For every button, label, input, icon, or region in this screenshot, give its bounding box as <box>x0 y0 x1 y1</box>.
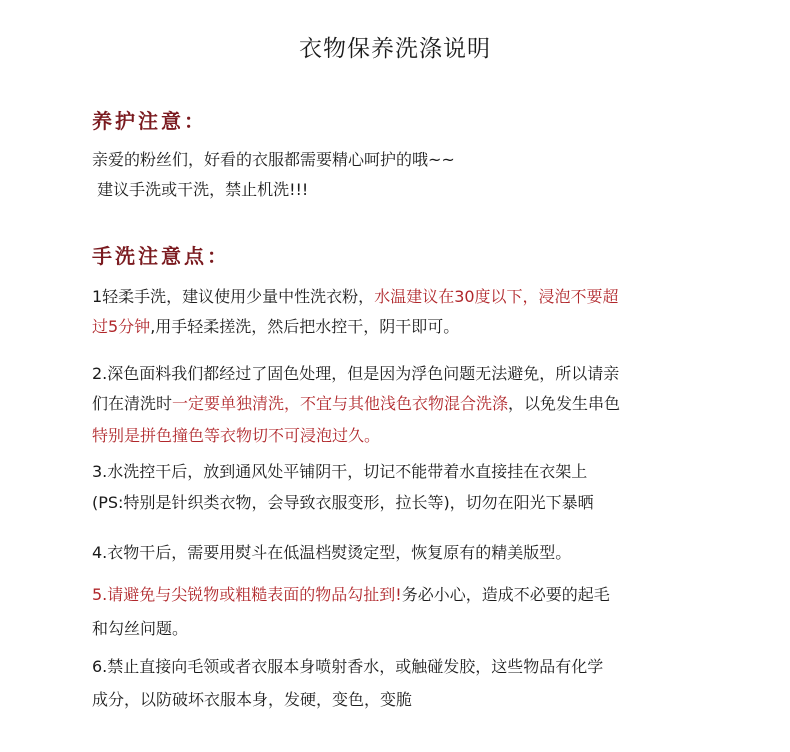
item-2-text-2: ，以免发生串色 <box>508 394 621 413</box>
item-5-line-2: 和勾丝问题。 <box>92 619 189 638</box>
item-1-highlight: 水温建议在30度以下，浸泡不要超 <box>374 287 619 306</box>
item-1-text-2: ,用手轻柔搓洗，然后把水控干，阴干即可。 <box>150 317 460 336</box>
item-3-line-2: (PS:特别是针织类衣物，会导致衣服变形，拉长等)，切勿在阳光下暴晒 <box>92 493 594 512</box>
item-4-line-1: 4.衣物干后，需要用熨斗在低温档熨烫定型，恢复原有的精美版型。 <box>92 543 572 562</box>
item-2-text: 们在清洗时 <box>92 394 173 413</box>
item-1-line-1 <box>92 287 619 307</box>
care-heading: 养护注意： <box>92 109 207 133</box>
item-5-text: 务必小心，造成不必要的起毛 <box>401 585 610 604</box>
care-line-1: 亲爱的粉丝们，好看的衣服都需要精心呵护的哦~~ <box>92 150 455 169</box>
item-1-highlight-2: 过5分钟 <box>92 317 151 336</box>
care-line-2: 建议手洗或干洗，禁止机洗!!! <box>92 180 309 199</box>
item-2-line-1: 2.深色面料我们都经过了固色处理，但是因为浮色问题无法避免，所以请亲 <box>92 364 620 383</box>
item-6-line-1: 6.禁止直接向毛领或者衣服本身喷射香水，或触碰发胶，这些物品有化学 <box>92 657 604 676</box>
item-1-text: 1轻柔手洗，建议使用少量中性洗衣粉， <box>92 287 375 306</box>
item-3-line-1: 3.水洗控干后，放到通风处平铺阴干，切记不能带着水直接挂在衣架上 <box>92 462 588 481</box>
item-2-line-3: 特别是拼色撞色等衣物切不可浸泡过久。 <box>92 426 381 445</box>
item-5-highlight: 5.请避免与尖锐物或粗糙表面的物品勾扯到! <box>92 585 402 604</box>
hand-wash-heading: 手洗注意点： <box>92 244 230 268</box>
item-6-line-2: 成分，以防破坏衣服本身，发硬，变色，变脆 <box>92 690 413 709</box>
item-2-line-2 <box>92 394 620 414</box>
item-5-line-1 <box>92 585 610 605</box>
item-1-line-2 <box>92 317 459 337</box>
item-2-highlight: 一定要单独清洗，不宜与其他浅色衣物混合洗涤 <box>172 394 509 413</box>
page-title: 衣物保养洗涤说明 <box>299 36 491 62</box>
